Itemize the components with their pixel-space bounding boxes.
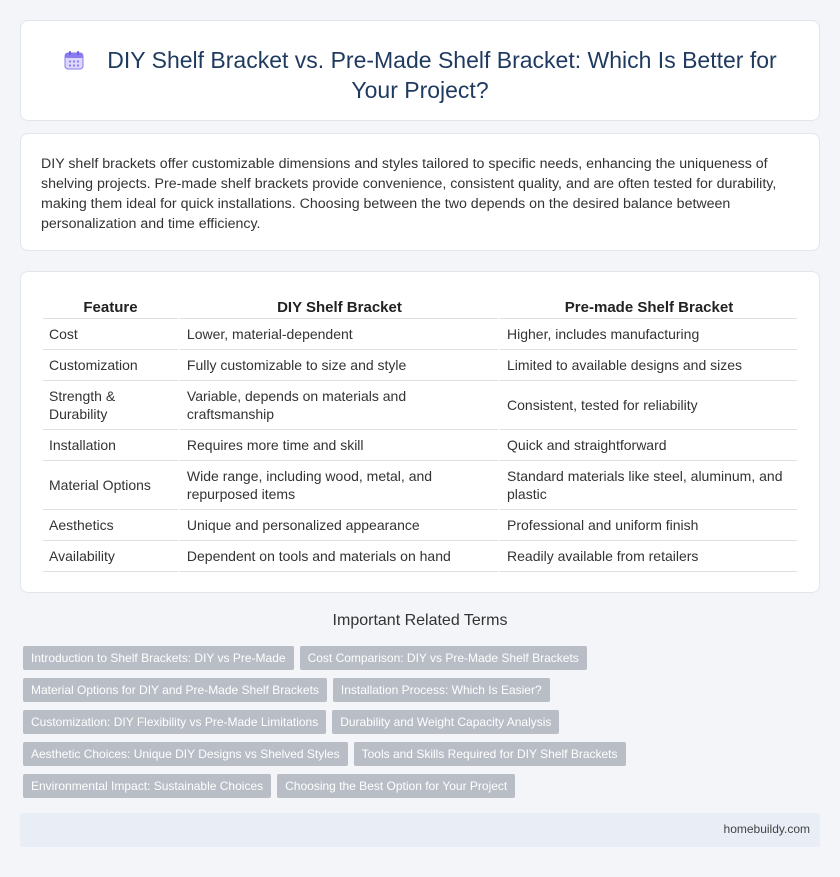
premade-cell: Limited to available designs and sizes [498, 350, 797, 381]
feature-cell: Availability [43, 541, 178, 572]
related-terms-heading: Important Related Terms [332, 612, 508, 629]
header-feature: Feature [43, 296, 178, 319]
table-row [43, 350, 797, 381]
page-title: DIY Shelf Bracket vs. Pre-Made Shelf Bracket: Which Is Better for Your Project? [107, 47, 777, 103]
intro-card [20, 133, 820, 251]
premade-cell: Professional and uniform finish [498, 510, 797, 541]
feature-cell: Material Options [43, 461, 178, 510]
table-row [43, 430, 797, 461]
footer-bar [20, 813, 820, 847]
page-title-container [21, 45, 819, 105]
calendar-icon [63, 49, 85, 71]
feature-cell: Aesthetics [43, 510, 178, 541]
related-term-tag[interactable]: Choosing the Best Option for Your Project [277, 774, 515, 798]
diy-cell: Unique and personalized appearance [178, 510, 498, 541]
related-term-tag[interactable]: Tools and Skills Required for DIY Shelf Brackets [354, 742, 626, 766]
related-term-tag[interactable]: Durability and Weight Capacity Analysis [332, 710, 559, 734]
diy-cell: Variable, depends on materials and craftsmanship [178, 381, 498, 430]
related-term-tag[interactable]: Environmental Impact: Sustainable Choices [23, 774, 271, 798]
diy-cell: Requires more time and skill [178, 430, 498, 461]
feature-cell: Customization [43, 350, 178, 381]
related-terms-list [23, 646, 823, 806]
table-header-row [43, 296, 797, 319]
table-row [43, 319, 797, 350]
feature-cell: Strength & Durability [43, 381, 178, 430]
table-row [43, 461, 797, 510]
header-card [20, 20, 820, 121]
related-term-tag[interactable]: Introduction to Shelf Brackets: DIY vs Pre-Made [23, 646, 294, 670]
header-premade: Pre-made Shelf Bracket [498, 296, 797, 319]
premade-cell: Quick and straightforward [498, 430, 797, 461]
premade-cell: Higher, includes manufacturing [498, 319, 797, 350]
premade-cell: Consistent, tested for reliability [498, 381, 797, 430]
related-term-tag[interactable]: Installation Process: Which Is Easier? [333, 678, 550, 702]
diy-cell: Wide range, including wood, metal, and repurposed items [178, 461, 498, 510]
intro-paragraph: DIY shelf brackets offer customizable dimensions and styles tailored to specific needs, enhancing the uniqueness of shelving projects. Pre-made shelf brackets provide convenience, consistent quality, and are often tested for durability, making them ideal for quick installations. Choosing between the two depends on the desired balance between personalization and time efficiency. [41, 156, 777, 232]
premade-cell: Standard materials like steel, aluminum, and plastic [498, 461, 797, 510]
feature-cell: Installation [43, 430, 178, 461]
diy-cell: Dependent on tools and materials on hand [178, 541, 498, 572]
footer-site-link[interactable]: homebuildy.com [723, 822, 810, 836]
related-term-tag[interactable]: Material Options for DIY and Pre-Made Shelf Brackets [23, 678, 327, 702]
related-term-tag[interactable]: Customization: DIY Flexibility vs Pre-Made Limitations [23, 710, 326, 734]
table-row [43, 381, 797, 430]
comparison-table [43, 296, 797, 572]
table-row [43, 510, 797, 541]
related-term-tag[interactable]: Aesthetic Choices: Unique DIY Designs vs Shelved Styles [23, 742, 348, 766]
related-term-tag[interactable]: Cost Comparison: DIY vs Pre-Made Shelf Brackets [300, 646, 587, 670]
table-row [43, 541, 797, 572]
header-diy: DIY Shelf Bracket [178, 296, 498, 319]
diy-cell: Fully customizable to size and style [178, 350, 498, 381]
feature-cell: Cost [43, 319, 178, 350]
diy-cell: Lower, material-dependent [178, 319, 498, 350]
comparison-card [20, 271, 820, 593]
premade-cell: Readily available from retailers [498, 541, 797, 572]
